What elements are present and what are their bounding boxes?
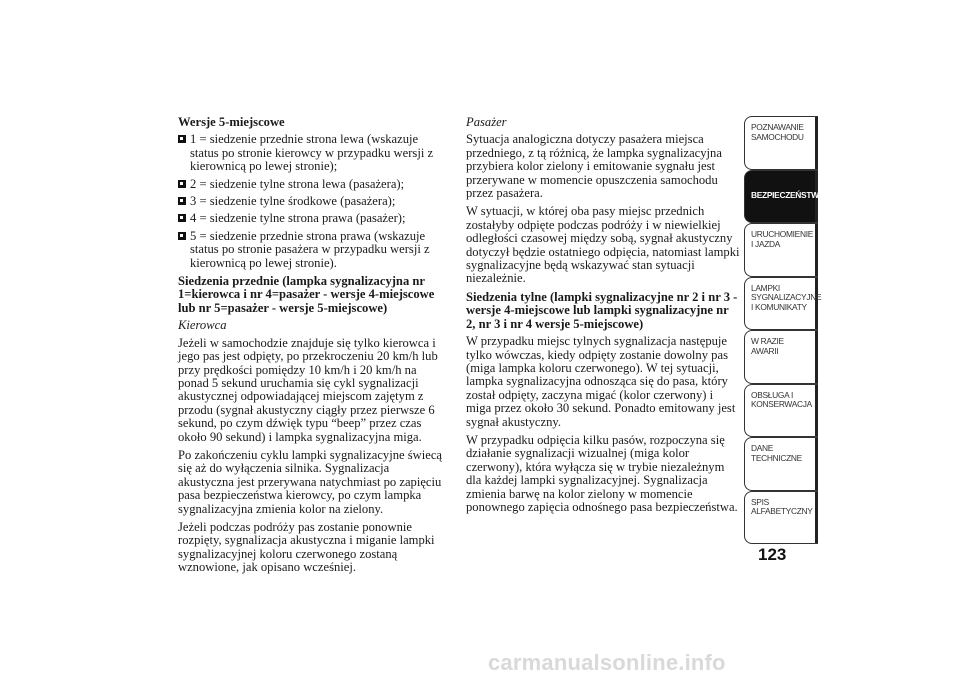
- checkbox-bullet-icon: [178, 180, 186, 188]
- checkbox-bullet-icon: [178, 214, 186, 222]
- tab-bezpieczenstwo[interactable]: BEZPIECZEŃSTWO: [744, 170, 818, 224]
- tab-w-razie-awarii[interactable]: W RAZIE AWARII: [744, 330, 818, 384]
- driver-paragraph-3: Jeżeli podczas podróży pas zostanie ponownie rozpięty, sygnalizacja akustyczna i miganie lampki sygnalizacyjnej koloru czerwonego zostaną wznowione, jak opisano wcześniej.: [178, 519, 435, 575]
- chapter-tabs: [744, 116, 825, 544]
- page-number: 123: [758, 545, 787, 564]
- checkbox-bullet-icon: [178, 232, 186, 240]
- list-item: 2 = siedzenie tylne strona lewa (pasażera);: [178, 178, 446, 191]
- driver-paragraph-1: Jeżeli w samochodzie znajduje się tylko kierowca i jego pas jest odpięty, po przekroczeniu 20 km/h lub przy prędkości pomiędzy 10 km/h i 20 km/h na ponad 5 sekund uruchamia się cykl sygnalizacji akustycznej odpowiadającej miejscom zajętym z przodu (sygnał akustyczny ciągły przez pierwsze 6 sekund, po czym dźwięk typu “beep” przez czas około 90 sekund) i lampka sygnalizacyjna miga.: [178, 335, 438, 444]
- list-item: 3 = siedzenie tylne środkowe (pasażera);: [178, 195, 446, 208]
- list-item: 4 = siedzenie tylne strona prawa (pasażer);: [178, 212, 446, 225]
- tab-dane-techniczne[interactable]: DANE TECHNICZNE: [744, 437, 818, 491]
- right-column: [466, 116, 740, 519]
- tab-obsluga-i-konserwacja[interactable]: OBSŁUGA I KONSERWACJA: [744, 384, 818, 438]
- tab-spis-alfabetyczny[interactable]: SPIS ALFABETYCZNY: [744, 491, 818, 545]
- driver-subheading: Kierowca: [178, 318, 227, 333]
- watermark: carmanualsonline.info: [488, 650, 726, 675]
- list-item: 5 = siedzenie przednie strona prawa (wskazuje status po stronie pasażera w przypadku wersji z kierownicą po lewej stronie).: [178, 230, 446, 270]
- rear-paragraph-1: W przypadku miejsc tylnych sygnalizacja następuje tylko wówczas, kiedy odpięty zostanie dowolny pas (miga lampka koloru czerwonego). W tej sytuacji, lampka sygnalizacyjna odnosząca się do pasa, który został odpięty, zaczyna migać (kolor czerwony) i miga przez około 30 sekund. Ponadto emitowany jest sygnał akustyczny.: [466, 334, 736, 429]
- left-column: [178, 116, 446, 580]
- seat-list: [178, 133, 446, 270]
- list-item: 1 = siedzenie przednie strona lewa (wskazuje status po stronie kierowcy w przypadku wersji z kierownicą po lewej stronie);: [178, 133, 446, 173]
- tab-uruchomienie-i-jazda[interactable]: URUCHOMIENIE I JAZDA: [744, 223, 818, 277]
- driver-paragraph-2: Po zakończeniu cyklu lampki sygnalizacyjne świecą się aż do wyłączenia silnika. Sygnalizacja akustyczna jest przerywana natychmiast po zapięciu pasa bezpieczeństwa kierowcy, po czym lampka sygnalizacyjna zmienia kolor na zielony.: [178, 447, 443, 516]
- passenger-subheading: Pasażer: [466, 115, 507, 129]
- checkbox-bullet-icon: [178, 197, 186, 205]
- passenger-paragraph-2: W sytuacji, w której oba pasy miejsc przednich zostałyby odpięte podczas podróży i w niewielkiej odległości czasowej między sobą, sygnał akustyczny dotyczył będzie ostatniego odpięcia, natomiast lampki sygnalizacyjne będą wskazywać stan sytuacji niezależnie.: [466, 204, 740, 286]
- tab-lampki-sygnalizacyjne[interactable]: LAMPKI SYGNALIZACYJNE I KOMUNIKATY: [744, 277, 818, 331]
- rear-paragraph-2: W przypadku odpięcia kilku pasów, rozpoczyna się działanie sygnalizacji wizualnej (miga kolor czerwony), która wyłącza się w trybie niezależnym dla każdej lampki sygnalizacyjnej. Sygnalizacja zmienia barwę na kolor zielony w momencie ponownego zapięcia odnośnego pasa bezpieczeństwa.: [466, 432, 738, 514]
- front-seats-heading: Siedzenia przednie (lampka sygnalizacyjna nr 1=kierowca i nr 4=pasażer - wersje 4-miejscowe lub nr 5=pasażer - wersje 5-miejscowe): [178, 274, 435, 315]
- versions-heading: Wersje 5-miejscowe: [178, 115, 285, 129]
- tab-poznawanie-samochodu[interactable]: POZNAWANIE SAMOCHODU: [744, 116, 818, 170]
- passenger-paragraph-1: Sytuacja analogiczna dotyczy pasażera miejsca przedniego, z tą różnicą, że lampka sygnalizacyjna przybiera kolor zielony i emitowanie sygnału jest przerywane w momencie opuszczenia samochodu przez pasażera.: [466, 132, 722, 201]
- rear-seats-heading: Siedzenia tylne (lampki sygnalizacyjne nr 2 i nr 3 - wersje 4-miejscowe lub lampki sygnalizacyjne nr 2, nr 3 i nr 4 wersje 5-miejscowe): [466, 289, 738, 331]
- checkbox-bullet-icon: [178, 135, 186, 143]
